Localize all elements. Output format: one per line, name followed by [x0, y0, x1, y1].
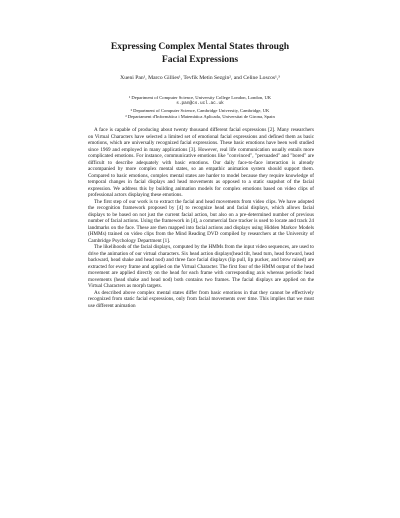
title-line-2: Facial Expressions: [161, 54, 239, 65]
title-line-1: Expressing Complex Mental States through: [110, 41, 290, 52]
body-paragraph-3: The likelihoods of the facial displays, computed by the HMMs from the input video sequences, are used to drive the animation of our virtual characters. Six head action displays(head tilt, head turn, head forward, head backward, head shake and head nod) and three face facial displays (lip pull, lip pucker, and brow raised) are extracted for every frame and applied on the Virtual Character. The first four of the HMM output of the head movement are applied directly on the head for each frame with corresponding axis whereas periodic head movements (head shake and head nod) both contains two frames. The facial displays are applied on the Virtual Characters as morph targets.: [88, 244, 314, 289]
contact-email: s.pan@cs.ucl.ac.uk: [176, 101, 224, 106]
body-paragraph-2: The first step of our work is to extract the facial and head movements from video clips. We have adopted the recognition framework proposed by [4] to recognize head and facial displays, which allows facial displays to be based on not just the current facial action, but also on a pre-determined number of previous number of facial actions. Using the framework in [4], a commercial face tracker is used to locate and track 24 landmarks on the face. These are then mapped into facial actions and displays using Hidden Markov Models (HMMs) trained on video clips from the Mind Reading DVD compiled by researchers at the University of Cambridge Psychology Department [1].: [88, 198, 314, 244]
affiliation-1: ¹ Department of Computer Science, University College London, London, UK: [128, 95, 272, 100]
body-paragraph-1: A face is capable of producing about twenty thousand different facial expressions [2]. Many researchers on Virtual Characters have selected a limited set of emotional facial expressions and defined them as basic emotions, which are universally recognized facial expressions. These basic emotions have been well studied since 1969 and employed in many applications [3]. However, real life communication usually entails more complicated emotions. For instance, communicative emotions like "convinced", "persuaded" and "bored" are difficult to describe adequately with basic emotions. Our daily face-to-face interaction is already accompanied by more complex mental states, so an empathic animation system should support them. Compared to basic emotions, complex mental states are harder to model because they require knowledge of temporal changes in facial displays and head movements as opposed to a static snapshot of the facial expression. We address this by building animation models for complex emotions based on video clips of professional actors displaying these emotions.: [88, 127, 314, 198]
affiliation-2: ² Department of Computer Science, Cambridge University, Cambridge, UK: [130, 108, 270, 113]
body-paragraph-4: As described above complex mental states differ from basic emotions in that they cannot be effectively recognized from static facial expressions, only from facial movements over time. This implies that we must use different animation: [88, 289, 314, 309]
paper-title: [60, 40, 340, 66]
affiliation-3: ³ Departament d'Informàtica i Matemàtica Aplicada, Universitat de Girona, Spain: [125, 114, 275, 119]
abstract-body: [88, 127, 314, 309]
author-list: Xueni Pan¹, Marco Gillies¹, Tevfik Metin Sezgin², and Celine Loscos¹,³: [120, 75, 280, 81]
